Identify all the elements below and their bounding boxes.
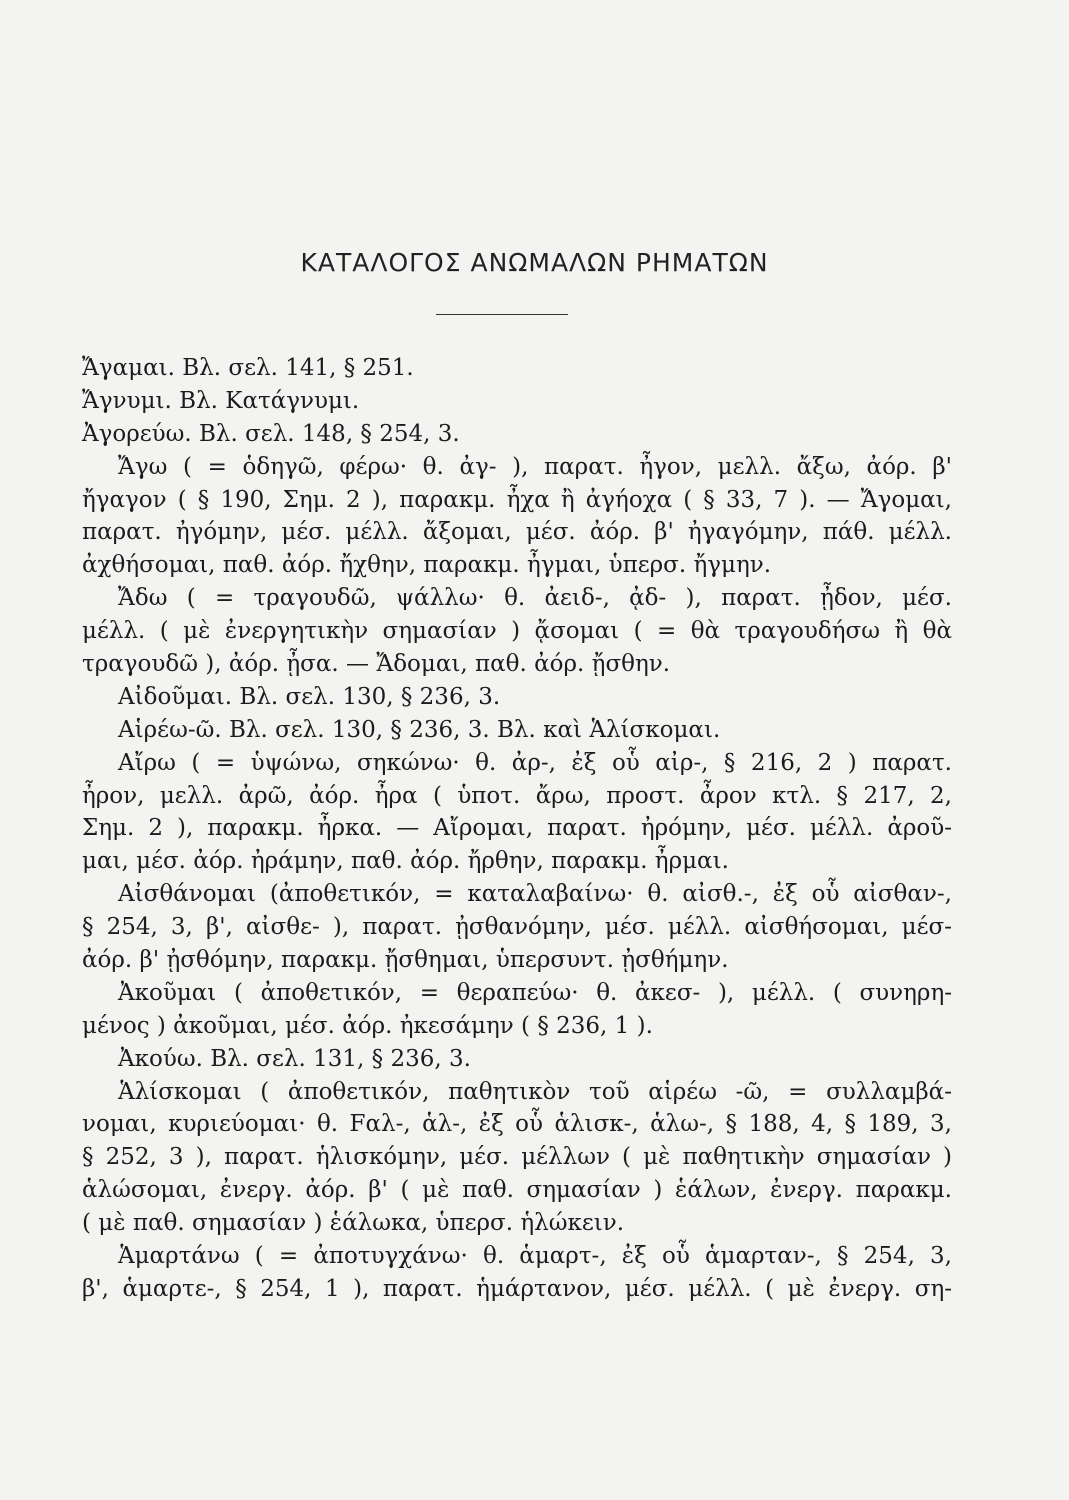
text-line: Ἁμαρτάνω ( = ἀποτυγχάνω· θ. ἁμαρτ-, ἐξ οὗ ἁμαρταν-, § 254, 3,	[118, 1243, 952, 1270]
text-line: Ἄγνυμι. Βλ. Κατάγνυμι.	[82, 387, 360, 414]
text-line: β', ἁμαρτε-, § 254, 1 ), παρατ. ἡμάρτανον, μέσ. μέλλ. ( μὲ ἐνεργ. ση-	[82, 1275, 952, 1302]
text-line: παρατ. ἠγόμην, μέσ. μέλλ. ἄξομαι, μέσ. ἀόρ. β' ἠγαγόμην, πάθ. μέλλ.	[82, 519, 952, 546]
text-line: νομαι, κυριεύομαι· θ. Fαλ-, ἁλ-, ἐξ οὗ ἁλισκ-, ἁλω-, § 188, 4, § 189, 3,	[82, 1111, 952, 1138]
text-line: ἦρον, μελλ. ἀρῶ, ἀόρ. ἦρα ( ὑποτ. ἄρω, προστ. ἆρον κτλ. § 217, 2,	[82, 782, 952, 809]
text-line: Αἱρέω-ῶ. Βλ. σελ. 130, § 236, 3. Βλ. καὶ Ἁλίσκομαι.	[118, 716, 721, 743]
text-line: Αἴρω ( = ὑψώνω, σηκώνω· θ. ἀρ-, ἐξ οὗ αἰρ-, § 216, 2 ) παρατ.	[118, 749, 952, 776]
text-line: ἀχθήσομαι, παθ. ἀόρ. ἤχθην, παρακμ. ἦγμαι, ὑπερσ. ἤγμην.	[82, 552, 772, 579]
page-title: ΚΑΤΑΛΟΓΟΣ ΑΝΩΜΑΛΩΝ ΡΗΜΑΤΩΝ	[300, 248, 769, 277]
text-line: Ἀκούω. Βλ. σελ. 131, § 236, 3.	[118, 1045, 471, 1072]
verb-list	[82, 352, 952, 1306]
text-line: Σημ. 2 ), παρακμ. ἦρκα. — Αἴρομαι, παρατ. ἠρόμην, μέσ. μέλλ. ἀροῦ-	[82, 815, 952, 842]
text-line: μέλλ. ( μὲ ἐνεργητικὴν σημασίαν ) ᾄσομαι ( = θὰ τραγουδήσω ἢ θὰ	[82, 618, 952, 645]
title-rule	[436, 314, 568, 315]
text-line: § 252, 3 ), παρατ. ἡλισκόμην, μέσ. μέλλων ( μὲ παθητικὴν σημασίαν )	[82, 1144, 952, 1171]
text-line: Αἰδοῦμαι. Βλ. σελ. 130, § 236, 3.	[118, 683, 501, 710]
text-line: ( μὲ παθ. σημασίαν ) ἑάλωκα, ὑπερσ. ἡλώκειν.	[82, 1210, 625, 1237]
text-line: ἤγαγον ( § 190, Σημ. 2 ), παρακμ. ἦχα ἢ ἀγήοχα ( § 33, 7 ). — Ἄγομαι,	[82, 486, 952, 513]
text-line: Ἀκοῦμαι ( ἀποθετικόν, = θεραπεύω· θ. ἀκεσ- ), μέλλ. ( συνηρη-	[118, 979, 952, 1006]
text-line: § 254, 3, β', αἰσθε- ), παρατ. ᾐσθανόμην, μέσ. μέλλ. αἰσθήσομαι, μέσ-	[82, 914, 952, 941]
text-line: ἀόρ. β' ᾐσθόμην, παρακμ. ᾔσθημαι, ὑπερσυντ. ᾐσθήμην.	[82, 947, 729, 974]
text-line: μαι, μέσ. ἀόρ. ἠράμην, παθ. ἀόρ. ἤρθην, παρακμ. ἦρμαι.	[82, 848, 729, 875]
text-line: μένος ) ἀκοῦμαι, μέσ. ἀόρ. ἠκεσάμην ( § 236, 1 ).	[82, 1012, 653, 1039]
text-line: Ἄδω ( = τραγουδῶ, ψάλλω· θ. ἀειδ-, ᾀδ- ), παρατ. ᾖδον, μέσ.	[118, 585, 952, 612]
text-line: ἁλώσομαι, ἐνεργ. ἀόρ. β' ( μὲ παθ. σημασίαν ) ἑάλων, ἐνεργ. παρακμ.	[82, 1177, 952, 1204]
text-line: Ἄγαμαι. Βλ. σελ. 141, § 251.	[82, 355, 414, 381]
text-line: Αἰσθάνομαι (ἀποθετικόν, = καταλαβαίνω· θ. αἰσθ.-, ἐξ οὗ αἰσθαν-,	[118, 881, 952, 908]
text-line: Ἀγορεύω. Βλ. σελ. 148, § 254, 3.	[82, 420, 460, 447]
text-line: Ἁλίσκομαι ( ἀποθετικόν, παθητικὸν τοῦ αἱρέω -ῶ, = συλλαμβά-	[118, 1078, 952, 1105]
text-line: Ἄγω ( = ὁδηγῶ, φέρω· θ. ἀγ- ), παρατ. ἦγον, μελλ. ἄξω, ἀόρ. β'	[118, 453, 952, 480]
text-line: τραγουδῶ ), ἀόρ. ᾖσα. — Ἄδομαι, παθ. ἀόρ. ᾔσθην.	[82, 651, 671, 678]
